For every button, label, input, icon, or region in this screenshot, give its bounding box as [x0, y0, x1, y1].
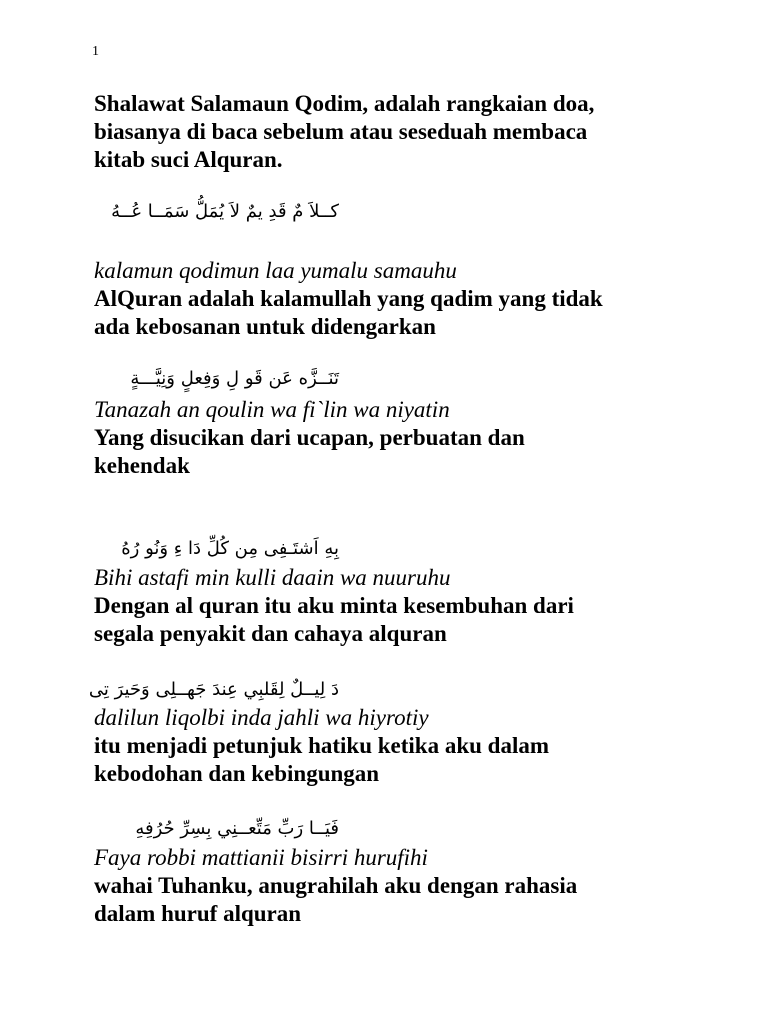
verse-1-transliteration: kalamun qodimun laa yumalu samauhu — [94, 258, 457, 283]
translation-line: wahai Tuhanku, anugrahilah aku dengan rahasia — [94, 873, 578, 898]
verse-2-translation — [94, 424, 694, 480]
page-number: 1 — [92, 44, 99, 59]
verse-5-arabic: فَيَــا رَبِّ مَتِّعــنِي بِسِرِّ حُرُفِهِ — [135, 818, 339, 839]
verse-4-translation — [94, 732, 694, 788]
translation-line: ada kebosanan untuk didengarkan — [94, 314, 436, 339]
translation-line: Dengan al quran itu aku minta kesembuhan dari — [94, 593, 574, 618]
intro-line: kitab suci Alquran. — [94, 147, 283, 172]
verse-4-transliteration: dalilun liqolbi inda jahli wa hiyrotiy — [94, 705, 429, 730]
verse-5-translation — [94, 872, 694, 928]
translation-line: kebodohan dan kebingungan — [94, 761, 380, 786]
intro-line: Shalawat Salamaun Qodim, adalah rangkaian doa, — [94, 91, 595, 116]
verse-2-arabic: تَنَــزَّه عَن قَو لِ وَفِعلٍ وَنِيَّـــةٍ — [130, 368, 339, 389]
translation-line: segala penyakit dan cahaya alquran — [94, 621, 447, 646]
intro-line: biasanya di baca sebelum atau seseduah membaca — [94, 119, 588, 144]
translation-line: Yang disucikan dari ucapan, perbuatan dan — [94, 425, 525, 450]
verse-5-transliteration: Faya robbi mattianii bisirri hurufihi — [94, 845, 428, 870]
verse-3-translation — [94, 592, 694, 648]
verse-1-arabic: كــلاَ مٌ قَدِ يمٌ لاَ يُمَلُّ سَمَــا عُــهُ — [111, 201, 339, 222]
translation-line: kehendak — [94, 453, 190, 478]
verse-3-transliteration: Bihi astafi min kulli daain wa nuuruhu — [94, 565, 451, 590]
verse-2-transliteration: Tanazah an qoulin wa fi`lin wa niyatin — [94, 397, 450, 422]
intro-paragraph — [94, 90, 694, 174]
translation-line: dalam huruf alquran — [94, 901, 302, 926]
verse-4-arabic: دَ لِيــلٌ لِقَلبِي عِندَ جَهــلِى وَحَيرَ تِى — [88, 679, 339, 700]
translation-line: itu menjadi petunjuk hatiku ketika aku dalam — [94, 733, 550, 758]
verse-1-translation — [94, 285, 694, 341]
verse-3-arabic: بِهِ اَشتَـفِى مِن كُلِّ دَا ءِ وَنُو رُهُ — [121, 538, 339, 559]
translation-line: AlQuran adalah kalamullah yang qadim yang tidak — [94, 286, 603, 311]
